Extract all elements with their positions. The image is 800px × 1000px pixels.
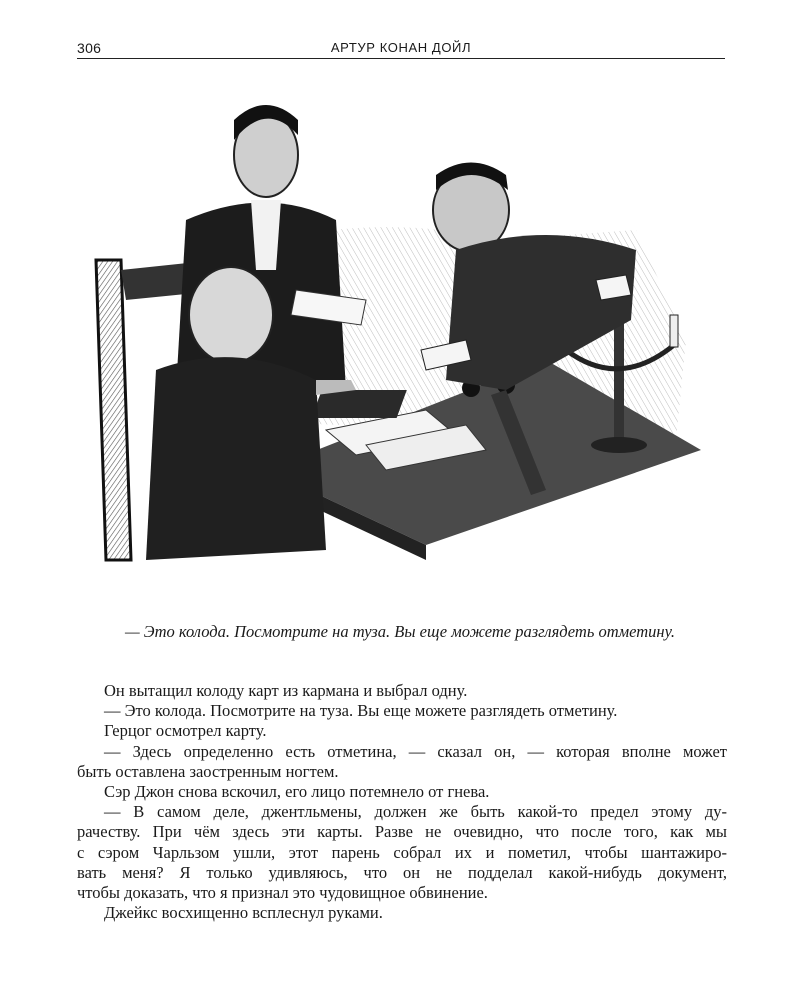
text-line: — Это колода. Посмотрите на туза. Вы еще можете разглядеть отметину. [104, 701, 618, 721]
text-line: Сэр Джон снова вскочил, его лицо потемнело от гнева. [104, 781, 490, 801]
chair [96, 260, 131, 560]
text-line: Герцог осмотрел карту. [104, 721, 267, 741]
text-line: — Здесь определенно есть отметина, — сказал он, — которая вполне может [104, 741, 727, 761]
page-number: 306 [77, 40, 102, 56]
text-line: — В самом деле, джентльмены, должен же быть какой-то предел этому ду- [104, 802, 727, 822]
illustration-caption: — Это колода. Посмотрите на туза. Вы еще можете разглядеть отметину. [124, 622, 676, 641]
body-text [77, 681, 727, 923]
running-head [77, 38, 725, 59]
running-title: АРТУР КОНАН ДОЙЛ [330, 40, 472, 55]
text-line: с сэром Чарльзом ушли, этот парень собрал их и пометил, чтобы шантажиро- [77, 842, 727, 862]
text-line: чтобы доказать, что я признал это чудовищное обвинение. [77, 882, 488, 902]
text-line: Джейкс восхищенно всплеснул руками. [104, 903, 383, 923]
text-line: вать меня? Я только удивляюсь, что он не подделал какой-нибудь документ, [77, 862, 727, 882]
inkstand [312, 390, 407, 418]
text-line: быть оставлена заостренным ногтем. [77, 761, 339, 781]
text-line: Он вытащил колоду карт из кармана и выбрал одну. [104, 681, 468, 700]
text-line: рачеству. При чём здесь эти карты. Разве не очевидно, что после того, как мы [77, 822, 727, 842]
engraving-illustration [76, 90, 706, 600]
